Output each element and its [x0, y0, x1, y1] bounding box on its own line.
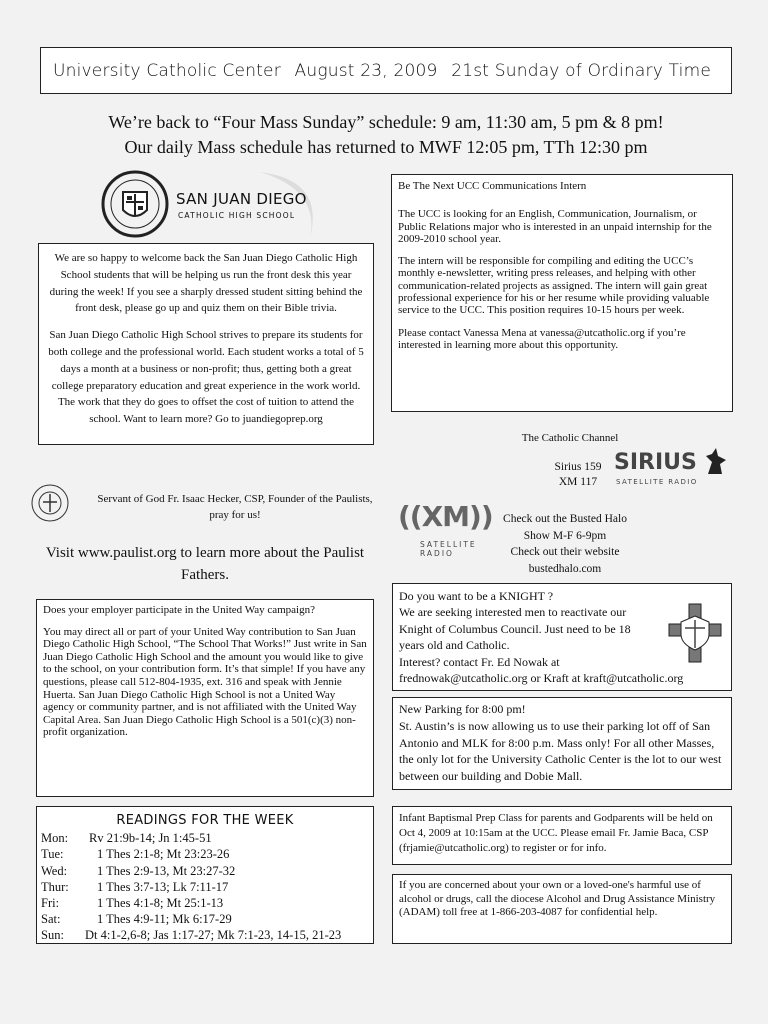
sirius-channel: Sirius 159	[554, 461, 602, 473]
bulletin-header	[40, 47, 732, 94]
readings-box	[36, 806, 374, 944]
intern-title: Be The Next UCC Communications Intern	[398, 180, 587, 192]
logo-name: SAN JUAN DIEGO	[176, 190, 307, 208]
paulist-visit-link: Visit www.paulist.org to learn more about the Paulist Fathers.	[45, 545, 365, 583]
united-way-question: Does your employer participate in the United Way campaign?	[43, 604, 315, 616]
knights-contact-1: Interest? contact Fr. Ed Nowak at	[399, 654, 560, 669]
reading-row	[41, 863, 369, 879]
reading-citation: Rv 21:9b-14; Jn 1:45-51	[89, 831, 212, 846]
adam-text: If you are concerned about your own or a loved-one's harmful use of alcohol or drugs, call the diocese Alcohol and Drug Assistance Ministry (ADAM) toll free at 1-866-203-4087 for confidential help.	[399, 879, 716, 918]
reading-row	[41, 927, 369, 943]
baptism-box	[392, 806, 732, 865]
reading-day: Sun:	[41, 928, 64, 943]
busted-halo-line-1: Check out the Busted Halo	[503, 513, 627, 525]
xm-logo-sub: SATELLITE RADIO	[420, 540, 477, 558]
intern-paragraph-1: The UCC is looking for an English, Communication, Journalism, or Public Relations major who is interested in an unpaid internship for the 2009-2010 school year.	[398, 208, 712, 245]
reading-row	[41, 830, 369, 846]
reading-row	[41, 879, 369, 895]
busted-halo-line-3: Check out their website	[510, 546, 620, 558]
reading-citation: Dt 4:1-2,6-8; Jas 1:17-27; Mk 7:1-23, 14-15, 21-23	[85, 928, 342, 943]
reading-citation: 1 Thes 4:9-11; Mk 6:17-29	[97, 912, 232, 927]
reading-citation: 1 Thes 3:7-13; Lk 7:11-17	[97, 879, 229, 894]
reading-day: Thur:	[41, 879, 69, 894]
san-juan-paragraph-1: We are so happy to welcome back the San Juan Diego Catholic High School students that will be helping us run the front desk this year during the week! If you see a sharply dressed student sitting behind the front desk, please go up and quiz them on their Bible trivia.	[49, 252, 363, 315]
mass-sunday-line: We’re back to “Four Mass Sunday” schedule: 9 am, 11:30 am, 5 pm & 8 pm!	[108, 112, 664, 132]
reading-row	[41, 846, 369, 862]
busted-halo-line-2: Show M-F 6-9pm	[523, 529, 607, 542]
header-sunday: 21st Sunday of Ordinary Time	[451, 60, 711, 81]
reading-row	[41, 895, 369, 911]
reading-citation: 1 Thes 4:1-8; Mt 25:1-13	[97, 896, 224, 911]
reading-citation: 1 Thes 2:1-8; Mt 23:23-26	[97, 847, 230, 862]
mass-schedule	[40, 110, 732, 160]
knights-emblem-icon	[667, 602, 723, 664]
reading-citation: 1 Thes 2:9-13, Mt 23:27-32	[97, 863, 236, 878]
sirius-logo	[614, 450, 730, 490]
sirius-dog-icon	[702, 448, 728, 476]
school-crest-icon	[100, 170, 170, 238]
reading-day: Fri:	[41, 896, 60, 911]
sirius-logo-word: SIRIUS	[614, 450, 697, 475]
reading-day: Sat:	[41, 912, 61, 927]
reading-day: Mon:	[41, 831, 69, 846]
sirius-logo-sub: SATELLITE RADIO	[616, 478, 698, 486]
paulist-seal-icon	[30, 483, 70, 523]
reading-row	[41, 911, 369, 927]
parking-title: New Parking for 8:00 pm!	[399, 702, 526, 716]
baptism-text: Infant Baptismal Prep Class for parents and Godparents will be held on Oct 4, 2009 at 10:15am at the UCC. Please email Fr. Jamie Baca, CSP (frjamie@utcatholic.org) to register or for info.	[399, 812, 713, 854]
reading-day: Wed:	[41, 863, 68, 878]
intern-paragraph-3: Please contact Vanessa Mena at vanessa@utcatholic.org if you’re interested in learning more about this opportunity.	[398, 326, 686, 351]
catholic-channel-title: The Catholic Channel	[521, 432, 619, 444]
xm-channel: XM 117	[558, 476, 598, 488]
busted-halo-line-4: bustedhalo.com	[528, 562, 602, 575]
knights-box	[392, 583, 732, 691]
san-juan-diego-logo	[100, 170, 325, 240]
san-juan-paragraph-2: San Juan Diego Catholic High School strives to prepare its students for both college and the professional world. Each student works a total of 5 days a month at a business or non-profit; thus, getting both a great college preparatory education and great experience in the work world. The work that they do goes to offset the cost of tuition to attend the school. Want to learn more? Go to juandiegoprep.org	[48, 329, 364, 426]
knights-contact-2: frednowak@utcatholic.org or Kraft at kraft@utcatholic.org	[399, 671, 684, 686]
logo-sub: CATHOLIC HIGH SCHOOL	[178, 211, 296, 220]
reading-day: Tue:	[41, 847, 64, 862]
xm-logo	[398, 500, 508, 556]
mass-daily-line: Our daily Mass schedule has returned to MWF 12:05 pm, TTh 12:30 pm	[124, 137, 648, 157]
header-date: August 23, 2009	[294, 60, 438, 81]
intern-paragraph-2: The intern will be responsible for compiling and editing the UCC’s monthly e-newsletter, writing press releases, and helping with other communication-related projects as assigned. The intern will gain great professional experience for his or her resume while providing valuable service to the UCC. This position requires 10-15 hours per week.	[398, 255, 710, 317]
san-juan-diego-box	[38, 243, 374, 445]
hecker-prayer: Servant of God Fr. Isaac Hecker, CSP, Founder of the Paulists, pray for us!	[97, 493, 373, 521]
parking-text: St. Austin’s is now allowing us to use their parking lot off of San Antonio and MLK for 8:00 p.m. Mass only! For all other Masses, the only lot for the University Catholic Center is the lot to our west between our building and Dobie Mall.	[399, 718, 722, 784]
knights-text: We are seeking interested men to reactivate our Knight of Columbus Council. Just need to be 18 years old and Catholic.	[399, 605, 631, 653]
busted-halo-info	[498, 511, 632, 577]
xm-logo-word: ((XM))	[398, 500, 493, 533]
knights-title: Do you want to be a KNIGHT ?	[399, 589, 554, 603]
intern-box	[391, 174, 733, 412]
header-org: University Catholic Center	[53, 60, 281, 81]
adam-box	[392, 874, 732, 944]
readings-title: READINGS FOR THE WEEK	[116, 813, 294, 828]
united-way-paragraph: You may direct all or part of your United Way contribution to San Juan Diego Catholic High School, “The School That Works!” Just write in San Juan Diego Catholic High School and the amount you would like to give to the school, on your contribution form. It’s that simple! If you have any questions, please call 512-804-1935, ext. 316 and speak with Jennie Huerta. San Juan Diego Catholic High School is not a United Way agency or community partner, and is not affiliated with the United Way Capital Area. San Juan Diego Catholic High School is a 501(c)(3) non-profit organization.	[43, 625, 367, 739]
united-way-box	[36, 599, 374, 797]
parking-box	[392, 697, 732, 790]
